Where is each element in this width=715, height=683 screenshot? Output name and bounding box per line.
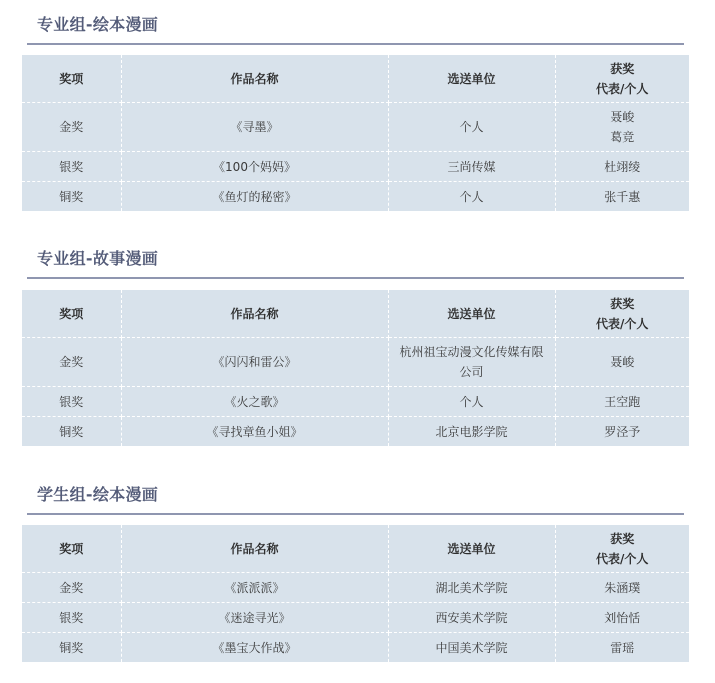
cell-unit-line: 三尚传媒 [447,159,496,174]
cell-work: 《墨宝大作战》 [121,633,388,663]
cell-award: 铜奖 [22,417,121,447]
cell-unit [388,182,555,212]
cell-winner [555,417,689,447]
cell-winner [555,103,689,152]
cell-winner-line: 杜翊绫 [604,159,641,174]
header-winner-line: 获奖 [610,61,635,76]
table-header-row [22,55,689,103]
cell-winner-line: 葛竞 [610,130,635,144]
section-title: 专业组-故事漫画 [37,249,159,268]
table-row [22,417,689,447]
cell-winner-line: 罗泾予 [604,424,641,439]
cell-unit [388,103,555,152]
table-row [22,573,689,603]
cell-winner-line: 聂峻 [610,110,635,124]
header-winner [555,55,689,103]
cell-work: 《100个妈妈》 [121,152,388,182]
section-divider [27,277,684,279]
table-header-row [22,290,689,338]
award-table [22,55,689,211]
cell-winner-line: 雷瑶 [610,640,635,655]
cell-work: 《迷途寻光》 [121,603,388,633]
cell-unit-line: 杭州祖宝动漫文化传媒有限 [399,345,544,359]
cell-winner-line: 聂峻 [610,355,635,369]
section-divider [27,43,684,45]
header-winner-line: 获奖 [610,296,635,311]
cell-winner [555,387,689,417]
cell-winner-line: 张千惠 [604,189,641,204]
award-table [22,525,689,662]
cell-winner [555,182,689,212]
cell-winner [555,152,689,182]
table-row [22,338,689,387]
section-title: 学生组-绘本漫画 [37,485,159,504]
cell-unit-line: 湖北美术学院 [435,580,508,595]
header-work: 作品名称 [121,525,388,573]
table-row [22,387,689,417]
header-work: 作品名称 [121,55,388,103]
cell-unit-line: 个人 [459,394,484,409]
cell-winner [555,633,689,663]
cell-winner [555,573,689,603]
cell-winner [555,338,689,387]
header-unit: 选送单位 [388,55,555,103]
cell-unit-line: 个人 [459,189,484,204]
cell-award: 银奖 [22,603,121,633]
cell-work: 《派派派》 [121,573,388,603]
header-award: 奖项 [22,290,121,338]
cell-award: 银奖 [22,387,121,417]
header-award: 奖项 [22,525,121,573]
header-winner [555,525,689,573]
cell-award: 银奖 [22,152,121,182]
header-winner [555,290,689,338]
cell-work: 《鱼灯的秘密》 [121,182,388,212]
header-winner-line: 代表/个人 [596,81,649,96]
cell-unit [388,417,555,447]
cell-work: 《火之歌》 [121,387,388,417]
cell-winner-line: 王空跑 [604,394,641,409]
cell-winner-line: 朱涵璞 [604,580,641,595]
header-winner-line: 代表/个人 [596,551,649,566]
cell-unit-line: 西安美术学院 [435,610,508,625]
cell-winner [555,603,689,633]
award-table [22,290,689,446]
cell-work: 《寻墨》 [121,103,388,152]
cell-work: 《寻找章鱼小姐》 [121,417,388,447]
header-unit: 选送单位 [388,525,555,573]
section-title: 专业组-绘本漫画 [37,15,159,34]
cell-unit-line: 中国美术学院 [435,640,508,655]
table-row [22,182,689,212]
header-winner-line: 代表/个人 [596,316,649,331]
header-work: 作品名称 [121,290,388,338]
cell-award: 金奖 [22,573,121,603]
table-row [22,103,689,152]
cell-unit [388,387,555,417]
header-winner-line: 获奖 [610,531,635,546]
table-header-row [22,525,689,573]
cell-work: 《闪闪和雷公》 [121,338,388,387]
cell-unit [388,633,555,663]
cell-award: 铜奖 [22,182,121,212]
table-row [22,633,689,663]
cell-unit [388,152,555,182]
cell-award: 铜奖 [22,633,121,663]
section-divider [27,513,684,515]
header-unit: 选送单位 [388,290,555,338]
cell-winner-line: 刘怡恬 [604,610,641,625]
cell-award: 金奖 [22,338,121,387]
cell-unit [388,603,555,633]
cell-unit-line: 个人 [459,120,484,134]
cell-unit-line: 公司 [459,365,484,379]
header-award: 奖项 [22,55,121,103]
cell-unit [388,573,555,603]
table-row [22,152,689,182]
cell-award: 金奖 [22,103,121,152]
cell-unit-line: 北京电影学院 [435,424,508,439]
table-row [22,603,689,633]
cell-unit [388,338,555,387]
